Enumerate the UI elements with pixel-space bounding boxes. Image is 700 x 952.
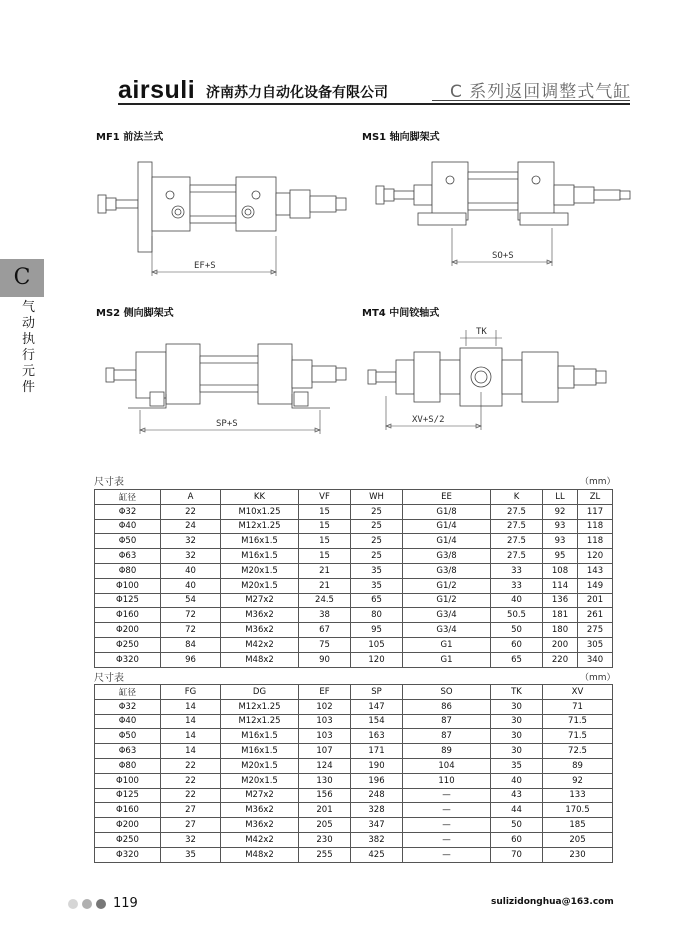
- table-cell: 93: [543, 519, 578, 534]
- table-cell: 22: [161, 788, 221, 803]
- table-cell: 200: [543, 637, 578, 652]
- table-row: [95, 818, 613, 833]
- table-cell: 95: [543, 549, 578, 564]
- table-cell: 230: [299, 832, 351, 847]
- table-cell: 35: [351, 563, 403, 578]
- diagram-title-mf1: MF1 前法兰式: [96, 132, 164, 143]
- table-row: [95, 714, 613, 729]
- table-cell: 114: [543, 578, 578, 593]
- table-cell: 102: [299, 699, 351, 714]
- table-cell: 50.5: [491, 608, 543, 623]
- table-cell: Φ80: [95, 563, 161, 578]
- table-cell: M12x1.25: [221, 714, 299, 729]
- column-header: XV: [543, 685, 613, 700]
- table-row: [95, 744, 613, 759]
- table-cell: G1: [403, 637, 491, 652]
- table-cell: 14: [161, 744, 221, 759]
- table-cell: 261: [578, 608, 613, 623]
- table-cell: Φ40: [95, 714, 161, 729]
- table-cell: G3/4: [403, 608, 491, 623]
- table-cell: 305: [578, 637, 613, 652]
- table-cell: G3/8: [403, 549, 491, 564]
- table-cell: 425: [351, 847, 403, 862]
- table-cell: 89: [403, 744, 491, 759]
- table-cell: Φ250: [95, 637, 161, 652]
- table2-unit: （mm）: [580, 673, 616, 683]
- table-cell: 382: [351, 832, 403, 847]
- table-cell: 110: [403, 773, 491, 788]
- table-row: [95, 563, 613, 578]
- table-cell: 32: [161, 832, 221, 847]
- table-row: [95, 699, 613, 714]
- side-tab-letter: C: [13, 265, 31, 290]
- page-number: 119: [113, 896, 138, 911]
- table-cell: 43: [491, 788, 543, 803]
- table-cell: 149: [578, 578, 613, 593]
- table-cell: —: [403, 788, 491, 803]
- table-cell: 27.5: [491, 549, 543, 564]
- table-cell: Φ50: [95, 534, 161, 549]
- table1-unit: （mm）: [580, 477, 616, 487]
- table-row: [95, 578, 613, 593]
- table-cell: Φ125: [95, 788, 161, 803]
- table-cell: 25: [351, 549, 403, 564]
- table-cell: 90: [299, 652, 351, 667]
- table-cell: 220: [543, 652, 578, 667]
- table-cell: Φ125: [95, 593, 161, 608]
- table-cell: 40: [161, 578, 221, 593]
- table-cell: 205: [543, 832, 613, 847]
- table-row: [95, 623, 613, 638]
- table-cell: 65: [491, 652, 543, 667]
- table-cell: 32: [161, 534, 221, 549]
- table-cell: 108: [543, 563, 578, 578]
- table-cell: 22: [161, 504, 221, 519]
- table-cell: Φ63: [95, 744, 161, 759]
- table-cell: M20x1.5: [221, 563, 299, 578]
- table-cell: 93: [543, 534, 578, 549]
- dim-label-so-s: SO+S: [492, 251, 514, 261]
- table-cell: 103: [299, 714, 351, 729]
- table-cell: 328: [351, 803, 403, 818]
- table-cell: 201: [578, 593, 613, 608]
- table-cell: 40: [491, 773, 543, 788]
- table-cell: G1/4: [403, 534, 491, 549]
- column-header: A: [161, 490, 221, 505]
- table-cell: 118: [578, 519, 613, 534]
- table-cell: 72: [161, 608, 221, 623]
- dimension-table-2: [94, 684, 613, 863]
- table-cell: M36x2: [221, 623, 299, 638]
- table-cell: 32: [161, 549, 221, 564]
- table-cell: Φ200: [95, 623, 161, 638]
- table-cell: 105: [351, 637, 403, 652]
- drawing-ms2: [106, 344, 346, 434]
- table-cell: 33: [491, 563, 543, 578]
- table-cell: 92: [543, 504, 578, 519]
- table-cell: 190: [351, 758, 403, 773]
- column-header: K: [491, 490, 543, 505]
- table-cell: 27: [161, 818, 221, 833]
- column-header: KK: [221, 490, 299, 505]
- table-cell: 154: [351, 714, 403, 729]
- column-header: ZL: [578, 490, 613, 505]
- dim-label-xv-s2: XV+S/2: [412, 415, 445, 425]
- table-cell: 117: [578, 504, 613, 519]
- column-header: DG: [221, 685, 299, 700]
- table-cell: 75: [299, 637, 351, 652]
- table-cell: 170.5: [543, 803, 613, 818]
- table-cell: 248: [351, 788, 403, 803]
- table-row: [95, 773, 613, 788]
- column-header: EF: [299, 685, 351, 700]
- column-header: 缸径: [95, 685, 161, 700]
- table-cell: 60: [491, 637, 543, 652]
- column-header: EE: [403, 490, 491, 505]
- table-cell: 25: [351, 534, 403, 549]
- table-cell: 180: [543, 623, 578, 638]
- table-cell: 120: [578, 549, 613, 564]
- table-cell: 89: [543, 758, 613, 773]
- diagram-title-ms1: MS1 轴向脚架式: [362, 132, 440, 143]
- table-cell: 15: [299, 534, 351, 549]
- table-cell: 84: [161, 637, 221, 652]
- table-row: [95, 534, 613, 549]
- table-cell: Φ50: [95, 729, 161, 744]
- table-cell: —: [403, 818, 491, 833]
- table-cell: 60: [491, 832, 543, 847]
- diagram-title-mt4: MT4 中间铰轴式: [362, 308, 440, 319]
- table-row: [95, 637, 613, 652]
- table-cell: 27.5: [491, 519, 543, 534]
- table-cell: G1/8: [403, 504, 491, 519]
- table-cell: 124: [299, 758, 351, 773]
- table-cell: 22: [161, 773, 221, 788]
- table-row: [95, 758, 613, 773]
- table-cell: 14: [161, 729, 221, 744]
- table-row: [95, 608, 613, 623]
- table-row: [95, 729, 613, 744]
- table-row: [95, 504, 613, 519]
- table-cell: 35: [491, 758, 543, 773]
- table-cell: 171: [351, 744, 403, 759]
- table1-caption: 尺寸表: [94, 477, 124, 488]
- column-header: SO: [403, 685, 491, 700]
- table-cell: —: [403, 803, 491, 818]
- table-row: [95, 788, 613, 803]
- table-cell: M10x1.25: [221, 504, 299, 519]
- dimension-table-1: [94, 489, 613, 668]
- table-cell: Φ40: [95, 519, 161, 534]
- table-cell: 196: [351, 773, 403, 788]
- table-cell: M20x1.5: [221, 578, 299, 593]
- column-header: SP: [351, 685, 403, 700]
- drawing-mf1: [98, 162, 346, 276]
- table-cell: 87: [403, 729, 491, 744]
- table-cell: 86: [403, 699, 491, 714]
- column-header: 缸径: [95, 490, 161, 505]
- dim-label-ef-s: EF+S: [194, 261, 216, 271]
- table-cell: 35: [161, 847, 221, 862]
- table-cell: M42x2: [221, 637, 299, 652]
- dim-label-sp-s: SP+S: [216, 419, 238, 429]
- table-cell: —: [403, 832, 491, 847]
- table-cell: G1/2: [403, 578, 491, 593]
- table-cell: 24.5: [299, 593, 351, 608]
- table-cell: M16x1.5: [221, 549, 299, 564]
- table-cell: 25: [351, 504, 403, 519]
- table-cell: 15: [299, 549, 351, 564]
- table-cell: 71.5: [543, 714, 613, 729]
- table-cell: 96: [161, 652, 221, 667]
- table-cell: 255: [299, 847, 351, 862]
- table-cell: 50: [491, 818, 543, 833]
- table-cell: 14: [161, 714, 221, 729]
- table-cell: 27.5: [491, 504, 543, 519]
- table-cell: 340: [578, 652, 613, 667]
- table-cell: 201: [299, 803, 351, 818]
- footer-dot: [82, 899, 92, 909]
- table-cell: 70: [491, 847, 543, 862]
- table-cell: 71: [543, 699, 613, 714]
- table-row: [95, 593, 613, 608]
- table-cell: 133: [543, 788, 613, 803]
- table-cell: M20x1.5: [221, 758, 299, 773]
- table-cell: M20x1.5: [221, 773, 299, 788]
- column-header: WH: [351, 490, 403, 505]
- diagram-title-ms2: MS2 侧向脚架式: [96, 308, 174, 319]
- table-cell: Φ320: [95, 652, 161, 667]
- table-cell: Φ63: [95, 549, 161, 564]
- drawing-mt4: [368, 327, 606, 430]
- table-cell: 50: [491, 623, 543, 638]
- table-cell: 347: [351, 818, 403, 833]
- footer-dot: [68, 899, 78, 909]
- table-cell: 44: [491, 803, 543, 818]
- table-cell: G1/2: [403, 593, 491, 608]
- table-cell: Φ200: [95, 818, 161, 833]
- table-cell: M42x2: [221, 832, 299, 847]
- table-cell: 54: [161, 593, 221, 608]
- table-cell: 95: [351, 623, 403, 638]
- series-title: C 系列返回调整式气缸: [450, 82, 632, 102]
- company-name: 济南苏力自动化设备有限公司: [206, 85, 388, 101]
- table-cell: 40: [161, 563, 221, 578]
- table-cell: M48x2: [221, 847, 299, 862]
- table-cell: 156: [299, 788, 351, 803]
- table-cell: M16x1.5: [221, 729, 299, 744]
- table-cell: 15: [299, 504, 351, 519]
- drawing-ms1: [376, 162, 630, 266]
- table-cell: 72: [161, 623, 221, 638]
- table-cell: 21: [299, 563, 351, 578]
- table-cell: 27.5: [491, 534, 543, 549]
- contact-email: sulizidonghua@163.com: [491, 897, 614, 907]
- table-cell: 120: [351, 652, 403, 667]
- table-cell: 15: [299, 519, 351, 534]
- table-cell: M36x2: [221, 608, 299, 623]
- table-cell: 163: [351, 729, 403, 744]
- table-cell: Φ320: [95, 847, 161, 862]
- table-cell: Φ250: [95, 832, 161, 847]
- table-cell: 147: [351, 699, 403, 714]
- table-cell: 72.5: [543, 744, 613, 759]
- table-row: [95, 652, 613, 667]
- table-cell: Φ100: [95, 773, 161, 788]
- table2-header-row: [95, 685, 613, 700]
- table-cell: M36x2: [221, 803, 299, 818]
- brand-logo: airsuli: [118, 76, 196, 104]
- table-cell: 33: [491, 578, 543, 593]
- table1-header-row: [95, 490, 613, 505]
- table-cell: Φ32: [95, 504, 161, 519]
- table-cell: Φ160: [95, 608, 161, 623]
- table-cell: 27: [161, 803, 221, 818]
- table-cell: 230: [543, 847, 613, 862]
- table-cell: 22: [161, 758, 221, 773]
- table-cell: 92: [543, 773, 613, 788]
- column-header: LL: [543, 490, 578, 505]
- table-cell: 21: [299, 578, 351, 593]
- table-cell: 40: [491, 593, 543, 608]
- table-cell: 30: [491, 729, 543, 744]
- table-cell: M27x2: [221, 593, 299, 608]
- table-cell: 136: [543, 593, 578, 608]
- table-row: [95, 832, 613, 847]
- table-cell: M16x1.5: [221, 744, 299, 759]
- table-cell: 30: [491, 699, 543, 714]
- table2-caption: 尺寸表: [94, 673, 124, 684]
- table-cell: M16x1.5: [221, 534, 299, 549]
- table-cell: 103: [299, 729, 351, 744]
- table-cell: 205: [299, 818, 351, 833]
- table-cell: Φ80: [95, 758, 161, 773]
- table-row: [95, 519, 613, 534]
- table-cell: 107: [299, 744, 351, 759]
- table-cell: 14: [161, 699, 221, 714]
- table-cell: 25: [351, 519, 403, 534]
- table-cell: Φ160: [95, 803, 161, 818]
- table-cell: G3/4: [403, 623, 491, 638]
- table-cell: M48x2: [221, 652, 299, 667]
- table-cell: 30: [491, 714, 543, 729]
- table-cell: M12x1.25: [221, 699, 299, 714]
- table-cell: Φ32: [95, 699, 161, 714]
- table-cell: M12x1.25: [221, 519, 299, 534]
- table-cell: 181: [543, 608, 578, 623]
- table-cell: 67: [299, 623, 351, 638]
- column-header: TK: [491, 685, 543, 700]
- table-row: [95, 803, 613, 818]
- table-cell: 130: [299, 773, 351, 788]
- table-cell: 65: [351, 593, 403, 608]
- table-cell: G1/4: [403, 519, 491, 534]
- table-cell: —: [403, 847, 491, 862]
- table-cell: 143: [578, 563, 613, 578]
- table-cell: 80: [351, 608, 403, 623]
- table-cell: G1: [403, 652, 491, 667]
- column-header: VF: [299, 490, 351, 505]
- footer-dot: [96, 899, 106, 909]
- table-row: [95, 847, 613, 862]
- table-cell: 275: [578, 623, 613, 638]
- table-row: [95, 549, 613, 564]
- column-header: FG: [161, 685, 221, 700]
- table-cell: 87: [403, 714, 491, 729]
- table-cell: 35: [351, 578, 403, 593]
- table-cell: 118: [578, 534, 613, 549]
- table-cell: M36x2: [221, 818, 299, 833]
- table-cell: G3/8: [403, 563, 491, 578]
- table-cell: 30: [491, 744, 543, 759]
- table-cell: 24: [161, 519, 221, 534]
- dim-label-tk: TK: [476, 327, 487, 337]
- table-cell: M27x2: [221, 788, 299, 803]
- table-cell: 185: [543, 818, 613, 833]
- table-cell: 38: [299, 608, 351, 623]
- side-tab-label: 气动执行元件: [22, 300, 36, 395]
- table-cell: 104: [403, 758, 491, 773]
- table-cell: 71.5: [543, 729, 613, 744]
- table-cell: Φ100: [95, 578, 161, 593]
